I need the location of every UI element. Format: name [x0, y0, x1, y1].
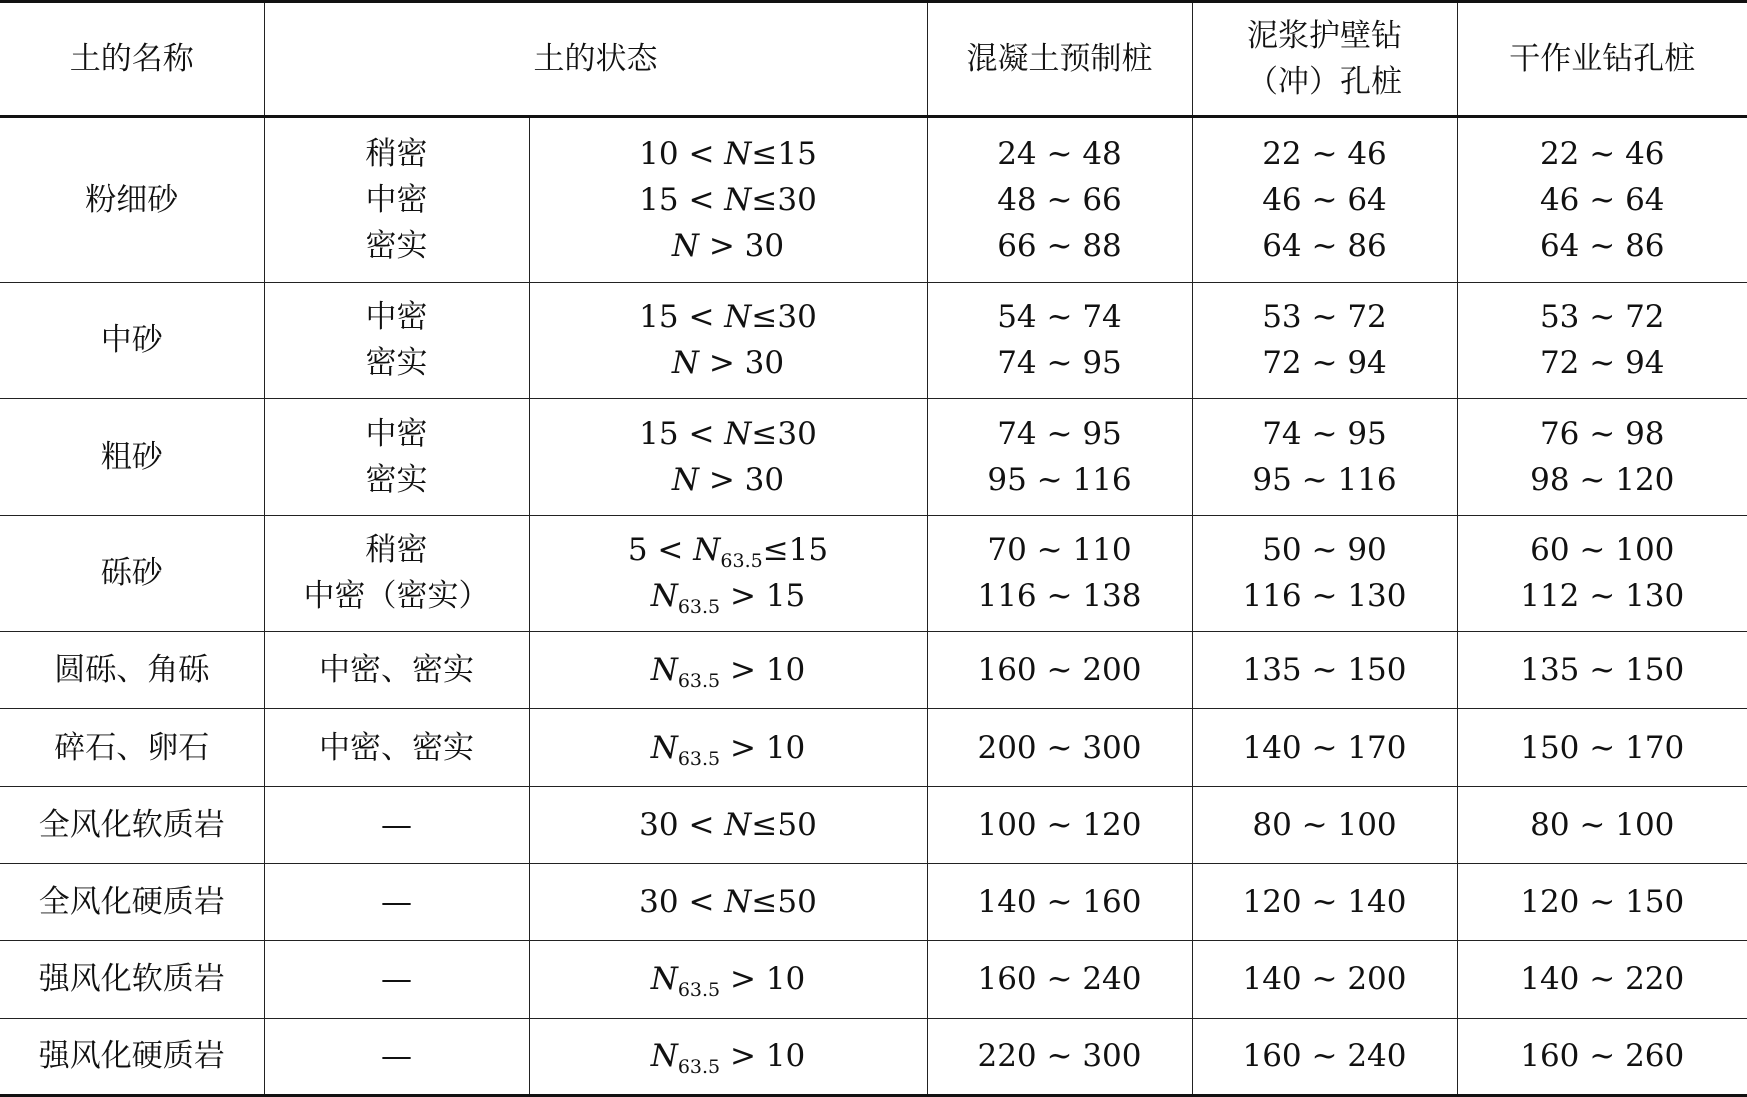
header-soil-name: 土的名称 [0, 2, 264, 117]
spt-upper: ≤15 [751, 135, 817, 172]
spt-range-cell [529, 786, 927, 863]
precast-pile-value-cell [927, 632, 1192, 709]
mud-bored-pile-value-cell [1192, 399, 1457, 515]
soil-state-cell [264, 632, 529, 709]
soil-state-cell [264, 786, 529, 863]
spt-upper: > 30 [698, 345, 785, 382]
mud-bored-pile-value-cell [1192, 1018, 1457, 1095]
soil-name-cell: 全风化硬质岩 [0, 864, 264, 941]
dry-bored-pile-value-cell [1457, 941, 1747, 1018]
soil-name-cell: 粉细砂 [0, 117, 264, 283]
spt-line [530, 802, 927, 848]
soil-state-cell [264, 282, 529, 398]
spt-upper: > 10 [720, 652, 806, 689]
soil-name-cell: 圆砾、角砾 [0, 632, 264, 709]
state-line: 中密 [365, 181, 428, 218]
resistance-value: 100 ~ 120 [977, 806, 1142, 843]
state-line: 中密、密实 [319, 729, 474, 766]
spt-range-cell [529, 941, 927, 1018]
spt-symbol: N [724, 135, 752, 172]
spt-range-cell [529, 399, 927, 515]
resistance-value: 112 ~ 130 [1520, 578, 1685, 615]
state-line: 稍密 [365, 532, 428, 569]
mud-bored-pile-value-cell [1192, 117, 1457, 283]
spt-range-cell [529, 117, 927, 283]
precast-pile-value-cell [927, 399, 1192, 515]
resistance-value: 24 ~ 48 [997, 135, 1122, 172]
spt-symbol: N [671, 345, 699, 382]
table-row [0, 709, 1747, 786]
spt-lower: 15 < [639, 415, 725, 452]
table-row [0, 117, 1747, 283]
resistance-value: 98 ~ 120 [1530, 461, 1675, 498]
resistance-value: 22 ~ 46 [1262, 135, 1387, 172]
spt-range-cell [529, 282, 927, 398]
state-line: — [381, 884, 412, 921]
spt-subscript: 63.5 [677, 979, 721, 1002]
soil-state-cell [264, 941, 529, 1018]
state-line: 稍密 [365, 135, 428, 172]
spt-upper: ≤50 [751, 806, 817, 843]
state-line: 密实 [365, 227, 428, 264]
state-line: 中密、密实 [319, 652, 474, 689]
state-line: 密实 [365, 345, 428, 382]
spt-upper: > 10 [720, 1038, 806, 1075]
precast-pile-value-cell [927, 709, 1192, 786]
spt-range-cell [529, 864, 927, 941]
soil-name-cell: 强风化软质岩 [0, 941, 264, 1018]
soil-state-cell [264, 1018, 529, 1095]
resistance-value: 160 ~ 240 [977, 961, 1142, 998]
resistance-value: 160 ~ 240 [1242, 1038, 1407, 1075]
resistance-value: 140 ~ 160 [977, 884, 1142, 921]
mud-bored-pile-value-cell [1192, 786, 1457, 863]
spt-line [530, 527, 927, 573]
spt-subscript: 63.5 [677, 747, 721, 770]
spt-symbol: N [693, 532, 721, 569]
dry-bored-pile-value-cell [1457, 117, 1747, 283]
header-mud-line2: （冲）孔桩 [1247, 64, 1402, 100]
mud-bored-pile-value-cell [1192, 632, 1457, 709]
spt-line [530, 725, 927, 771]
resistance-value: 150 ~ 170 [1520, 729, 1685, 766]
mud-bored-pile-value-cell [1192, 515, 1457, 631]
resistance-value: 70 ~ 110 [987, 532, 1132, 569]
spt-range-cell [529, 515, 927, 631]
resistance-value: 135 ~ 150 [1520, 652, 1685, 689]
spt-symbol: N [650, 729, 678, 766]
state-line: — [381, 806, 412, 843]
spt-upper: > 30 [698, 461, 785, 498]
resistance-value: 74 ~ 95 [997, 415, 1122, 452]
header-precast-pile: 混凝土预制桩 [927, 2, 1192, 117]
resistance-value: 64 ~ 86 [1262, 227, 1387, 264]
soil-state-cell [264, 515, 529, 631]
spt-line [530, 956, 927, 1002]
precast-pile-value-cell [927, 117, 1192, 283]
header-dry-bored-pile: 干作业钻孔桩 [1457, 2, 1747, 117]
spt-upper: ≤30 [751, 299, 817, 336]
resistance-value: 120 ~ 150 [1520, 884, 1685, 921]
resistance-value: 116 ~ 130 [1242, 578, 1407, 615]
resistance-value: 53 ~ 72 [1539, 299, 1665, 336]
dry-bored-pile-value-cell [1457, 515, 1747, 631]
dry-bored-pile-value-cell [1457, 632, 1747, 709]
table-row [0, 399, 1747, 515]
mud-bored-pile-value-cell [1192, 941, 1457, 1018]
dry-bored-pile-value-cell [1457, 786, 1747, 863]
spt-symbol: N [724, 299, 752, 336]
spt-line [530, 411, 927, 457]
spt-line [530, 340, 927, 386]
dry-bored-pile-value-cell [1457, 864, 1747, 941]
spt-line [530, 223, 927, 269]
spt-line [530, 879, 927, 925]
resistance-value: 50 ~ 90 [1262, 532, 1387, 569]
spt-upper: > 30 [698, 227, 785, 264]
spt-symbol: N [724, 884, 752, 921]
spt-symbol: N [724, 181, 752, 218]
spt-lower: 5 < [627, 532, 694, 569]
resistance-value: 46 ~ 64 [1539, 181, 1665, 218]
soil-name-cell: 粗砂 [0, 399, 264, 515]
spt-symbol: N [724, 806, 752, 843]
soil-name-cell: 碎石、卵石 [0, 709, 264, 786]
mud-bored-pile-value-cell [1192, 282, 1457, 398]
spt-subscript: 63.5 [677, 670, 721, 693]
spt-line [530, 131, 927, 177]
spt-subscript: 63.5 [677, 1056, 721, 1079]
dry-bored-pile-value-cell [1457, 709, 1747, 786]
resistance-value: 60 ~ 100 [1530, 532, 1675, 569]
table-row [0, 1018, 1747, 1095]
resistance-value: 66 ~ 88 [997, 227, 1122, 264]
precast-pile-value-cell [927, 515, 1192, 631]
resistance-value: 160 ~ 260 [1520, 1038, 1685, 1075]
table-body [0, 117, 1747, 1096]
resistance-value: 64 ~ 86 [1539, 227, 1665, 264]
resistance-value: 200 ~ 300 [977, 729, 1142, 766]
spt-range-cell [529, 632, 927, 709]
table-row [0, 515, 1747, 631]
state-line: 中密（密实） [303, 578, 490, 615]
resistance-value: 95 ~ 116 [1252, 461, 1397, 498]
resistance-value: 95 ~ 116 [987, 461, 1132, 498]
dry-bored-pile-value-cell [1457, 282, 1747, 398]
resistance-value: 80 ~ 100 [1252, 806, 1397, 843]
resistance-value: 54 ~ 74 [997, 299, 1122, 336]
state-line: 中密 [365, 415, 428, 452]
spt-upper: > 10 [720, 729, 806, 766]
resistance-value: 76 ~ 98 [1539, 415, 1665, 452]
spt-lower: 30 < [639, 884, 725, 921]
table-row [0, 786, 1747, 863]
soil-state-cell [264, 864, 529, 941]
resistance-value: 74 ~ 95 [997, 345, 1122, 382]
resistance-value: 46 ~ 64 [1262, 181, 1387, 218]
spt-range-cell [529, 709, 927, 786]
resistance-value: 220 ~ 300 [977, 1038, 1142, 1075]
spt-line [530, 647, 927, 693]
precast-pile-value-cell [927, 786, 1192, 863]
spt-line [530, 457, 927, 503]
resistance-value: 116 ~ 138 [977, 578, 1142, 615]
spt-upper: ≤50 [751, 884, 817, 921]
spt-lower: 15 < [639, 299, 725, 336]
precast-pile-value-cell [927, 941, 1192, 1018]
resistance-value: 140 ~ 220 [1520, 961, 1685, 998]
resistance-value: 53 ~ 72 [1262, 299, 1387, 336]
header-row [0, 2, 1747, 117]
resistance-value: 48 ~ 66 [997, 181, 1122, 218]
spt-line [530, 294, 927, 340]
soil-state-cell [264, 709, 529, 786]
spt-upper: ≤30 [751, 181, 817, 218]
spt-upper: ≤15 [762, 532, 829, 569]
spt-line [530, 177, 927, 223]
precast-pile-value-cell [927, 864, 1192, 941]
spt-upper: > 10 [720, 961, 806, 998]
spt-line [530, 573, 927, 619]
state-line: 密实 [365, 461, 428, 498]
resistance-value: 72 ~ 94 [1262, 345, 1387, 382]
table-row [0, 282, 1747, 398]
spt-upper: > 15 [720, 578, 806, 615]
state-line: 中密 [365, 299, 428, 336]
resistance-value: 22 ~ 46 [1539, 135, 1665, 172]
spt-symbol: N [650, 652, 678, 689]
resistance-value: 74 ~ 95 [1262, 415, 1387, 452]
mud-bored-pile-value-cell [1192, 709, 1457, 786]
table-row [0, 632, 1747, 709]
spt-symbol: N [650, 1038, 678, 1075]
table-row [0, 941, 1747, 1018]
resistance-value: 120 ~ 140 [1242, 884, 1407, 921]
spt-subscript: 63.5 [677, 596, 721, 619]
resistance-value: 140 ~ 200 [1242, 961, 1407, 998]
soil-name-cell: 砾砂 [0, 515, 264, 631]
resistance-value: 160 ~ 200 [977, 652, 1142, 689]
spt-lower: 15 < [639, 181, 725, 218]
resistance-value: 135 ~ 150 [1242, 652, 1407, 689]
spt-symbol: N [724, 415, 752, 452]
spt-subscript: 63.5 [720, 550, 763, 573]
spt-line [530, 1033, 927, 1079]
mud-bored-pile-value-cell [1192, 864, 1457, 941]
dry-bored-pile-value-cell [1457, 399, 1747, 515]
dry-bored-pile-value-cell [1457, 1018, 1747, 1095]
soil-name-cell: 中砂 [0, 282, 264, 398]
header-mud-bored-pile [1192, 2, 1457, 117]
state-line: — [381, 961, 412, 998]
resistance-value: 80 ~ 100 [1530, 806, 1675, 843]
precast-pile-value-cell [927, 1018, 1192, 1095]
resistance-value: 72 ~ 94 [1539, 345, 1665, 382]
spt-symbol: N [671, 227, 699, 264]
resistance-value: 140 ~ 170 [1242, 729, 1407, 766]
spt-symbol: N [671, 461, 699, 498]
spt-range-cell [529, 1018, 927, 1095]
soil-state-cell [264, 117, 529, 283]
spt-symbol: N [650, 961, 678, 998]
spt-upper: ≤30 [751, 415, 817, 452]
header-soil-state: 土的状态 [264, 2, 927, 117]
table-row [0, 864, 1747, 941]
spt-symbol: N [650, 578, 678, 615]
spt-lower: 10 < [639, 135, 725, 172]
precast-pile-value-cell [927, 282, 1192, 398]
header-mud-line1: 泥浆护壁钻 [1247, 18, 1402, 54]
soil-state-cell [264, 399, 529, 515]
state-line: — [381, 1038, 412, 1075]
soil-name-cell: 全风化软质岩 [0, 786, 264, 863]
spt-lower: 30 < [639, 806, 725, 843]
soil-name-cell: 强风化硬质岩 [0, 1018, 264, 1095]
